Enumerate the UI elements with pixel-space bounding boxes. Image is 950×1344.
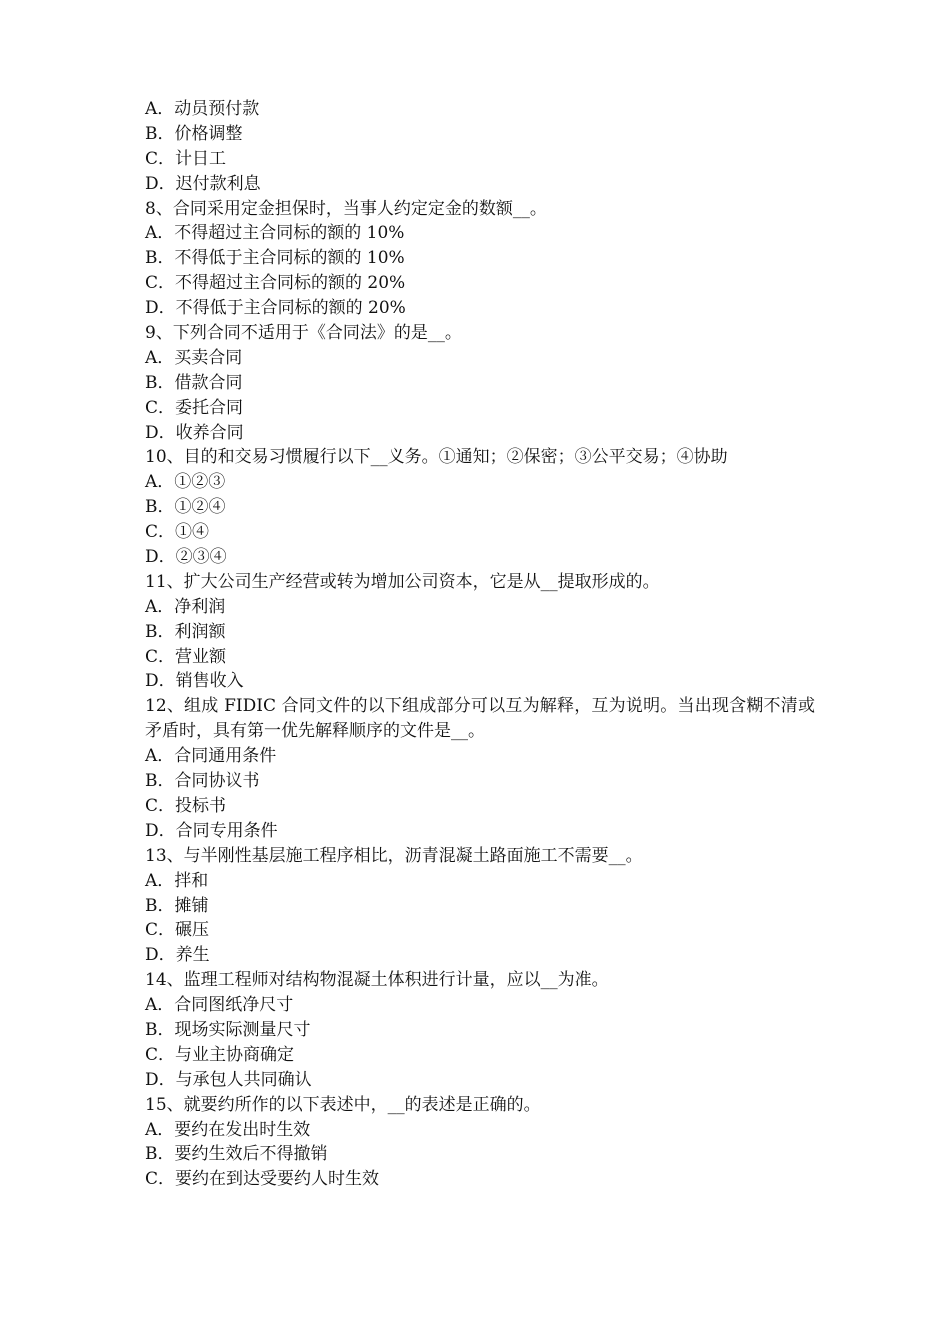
question-8: 8、合同采用定金担保时，当事人约定定金的数额__。 xyxy=(145,198,547,219)
option-line: D．合同专用条件 xyxy=(145,820,278,841)
question-14: 14、监理工程师对结构物混凝土体积进行计量，应以__为准。 xyxy=(145,970,609,991)
option-line: B．利润额 xyxy=(145,621,226,642)
question-12: 12、组成 FIDIC 合同文件的以下组成部分可以互为解释，互为说明。当出现含糊不清或矛盾时，具有第一优先解释顺序的文件是__。 xyxy=(145,696,815,742)
question-10: 10、目的和交易习惯履行以下__义务。①通知；②保密；③公平交易；④协助 xyxy=(145,447,728,468)
option-line: D．收养合同 xyxy=(145,422,244,443)
option-line: A．①②③ xyxy=(145,472,226,493)
option-line: C．不得超过主合同标的额的 20% xyxy=(145,273,406,294)
question-11: 11、扩大公司生产经营或转为增加公司资本，它是从__提取形成的。 xyxy=(145,571,660,592)
option-line: A．不得超过主合同标的额的 10% xyxy=(145,223,405,244)
option-line: A．合同图纸净尺寸 xyxy=(145,995,294,1016)
option-line: B．不得低于主合同标的额的 10% xyxy=(145,248,405,269)
option-line: D．不得低于主合同标的额的 20% xyxy=(145,298,406,319)
option-line: C．营业额 xyxy=(145,646,227,667)
option-line: A．要约在发出时生效 xyxy=(145,1119,311,1140)
option-line: A．合同通用条件 xyxy=(145,746,277,767)
option-line: A．买卖合同 xyxy=(145,347,243,368)
option-line: B．价格调整 xyxy=(145,123,243,144)
option-line: D．养生 xyxy=(145,945,210,966)
option-line: C．①④ xyxy=(145,522,210,543)
option-line: B．摊铺 xyxy=(145,895,209,916)
option-line: B．①②④ xyxy=(145,497,226,518)
option-line: D．迟付款利息 xyxy=(145,173,261,194)
option-line: A．净利润 xyxy=(145,596,226,617)
option-line: A．动员预付款 xyxy=(145,99,260,119)
option-line: C．委托合同 xyxy=(145,397,244,418)
option-line: B．合同协议书 xyxy=(145,771,260,792)
option-line: C．计日工 xyxy=(145,148,227,169)
question-15: 15、就要约所作的以下表述中，__的表述是正确的。 xyxy=(145,1094,541,1115)
option-line: B．现场实际测量尺寸 xyxy=(145,1019,311,1040)
option-line: C．碾压 xyxy=(145,920,210,941)
option-line: C．投标书 xyxy=(145,795,227,816)
option-line: D．与承包人共同确认 xyxy=(145,1069,312,1090)
document-body xyxy=(145,97,815,1192)
option-line: D．销售收入 xyxy=(145,671,244,692)
option-line: C．与业主协商确定 xyxy=(145,1044,295,1065)
question-9: 9、下列合同不适用于《合同法》的是__。 xyxy=(145,323,462,344)
option-line: C．要约在到达受要约人时生效 xyxy=(145,1169,380,1190)
option-line: A．拌和 xyxy=(145,870,209,891)
option-line: B．要约生效后不得撤销 xyxy=(145,1144,328,1165)
question-13: 13、与半刚性基层施工程序相比，沥青混凝土路面施工不需要__。 xyxy=(145,845,643,866)
option-line: D．②③④ xyxy=(145,547,227,568)
option-line: B．借款合同 xyxy=(145,372,243,393)
